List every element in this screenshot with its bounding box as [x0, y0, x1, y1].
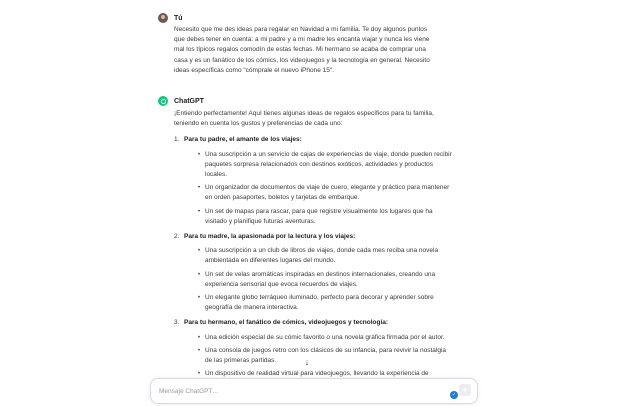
send-arrow-icon: [462, 387, 468, 393]
section-title: Para tu hermano, el fanático de cómics, videojuegos y tecnología:: [184, 319, 389, 327]
list-item: • Un organizador de documentos de viaje de cuero, elegante y práctico para mantener en orden pasaportes, boletos y tarjetas de embarque.: [198, 183, 454, 203]
list-item: • Una suscripción a un servicio de cajas de experiencias de viaje, donde pueden recibir paquetes sorpresa relacionados con destinos exóticos, actividades y productos locales.: [198, 150, 454, 181]
user-message-header: [158, 12, 458, 24]
list-item: • Una edición especial de su cómic favorito o una novela gráfica firmada por el autor.: [198, 333, 454, 343]
section-number: 1.: [174, 136, 180, 144]
section-number: 2.: [174, 233, 180, 241]
message-composer: [150, 378, 478, 404]
assistant-message: [158, 95, 458, 384]
user-avatar: [158, 13, 168, 23]
list-item: • Un elegante globo terráqueo iluminado, perfecto para decorar y aprender sobre geografía de manera interactiva.: [198, 293, 454, 313]
gift-section-brother: [174, 318, 458, 379]
section-number: 3.: [174, 319, 180, 327]
user-message: [158, 12, 458, 76]
gift-ideas-list: [184, 246, 454, 313]
assistant-message-header: [158, 95, 458, 107]
section-title: Para tu madre, la apasionada por la lectura y los viajes:: [184, 233, 356, 241]
list-item: • Un set de mapas para rascar, para que registre visualmente los lugares que ha visitado y planifique futuras aventuras.: [198, 207, 454, 227]
list-item: • Una suscripción a un club de libros de viajes, donde cada mes reciba una novela ambientada en diferentes lugares del mundo.: [198, 246, 454, 266]
gift-section-father: [174, 135, 458, 227]
user-author-name: Tú: [174, 14, 183, 22]
list-item: • Un set de velas aromáticas inspiradas en destinos internacionales, creando una experiencia sensorial que evoca recuerdos de viajes.: [198, 270, 454, 290]
list-item: • Un dispositivo de realidad virtual para videojuegos, llevando la experiencia de: [198, 369, 454, 379]
list-item: • Una consola de juegos retro con los clásicos de su infancia, para revivir la nostalgia de las primeras partidas.: [198, 346, 454, 366]
assistant-author-name: ChatGPT: [174, 97, 204, 105]
chatgpt-logo-icon: [158, 96, 168, 106]
send-button[interactable]: [459, 384, 471, 396]
gift-section-mother: [174, 232, 458, 313]
section-title: Para tu padre, el amante de los viajes:: [184, 136, 302, 144]
message-input[interactable]: [159, 385, 439, 397]
scroll-down-arrow-icon[interactable]: ↓: [301, 356, 313, 368]
gift-ideas-list: [184, 150, 454, 227]
grammar-check-icon[interactable]: ✓: [451, 392, 457, 398]
gift-sections-list: [174, 135, 458, 379]
assistant-intro-text: ¡Entiendo perfectamente! Aquí tienes algunas ideas de regalos específicos para tu familia, teniendo en cuenta los gustos y preferencias de cada uno:: [174, 110, 434, 128]
gift-ideas-list: [184, 333, 454, 380]
user-message-text: Necesito que me des ideas para regalar en Navidad a mi familia. Te doy algunos puntos que debes tener en cuenta: a mi padre y a mi madre les encanta viajar y nunca les viene mal los típicos regalos comodín de estas fechas. Mi hermano se acaba de comprar una casa y es un fanático de los cómics, los videojuegos y la tecnología en general. Necesito ideas específicas como "cómprale el nuevo iPhone 15".: [174, 26, 430, 74]
